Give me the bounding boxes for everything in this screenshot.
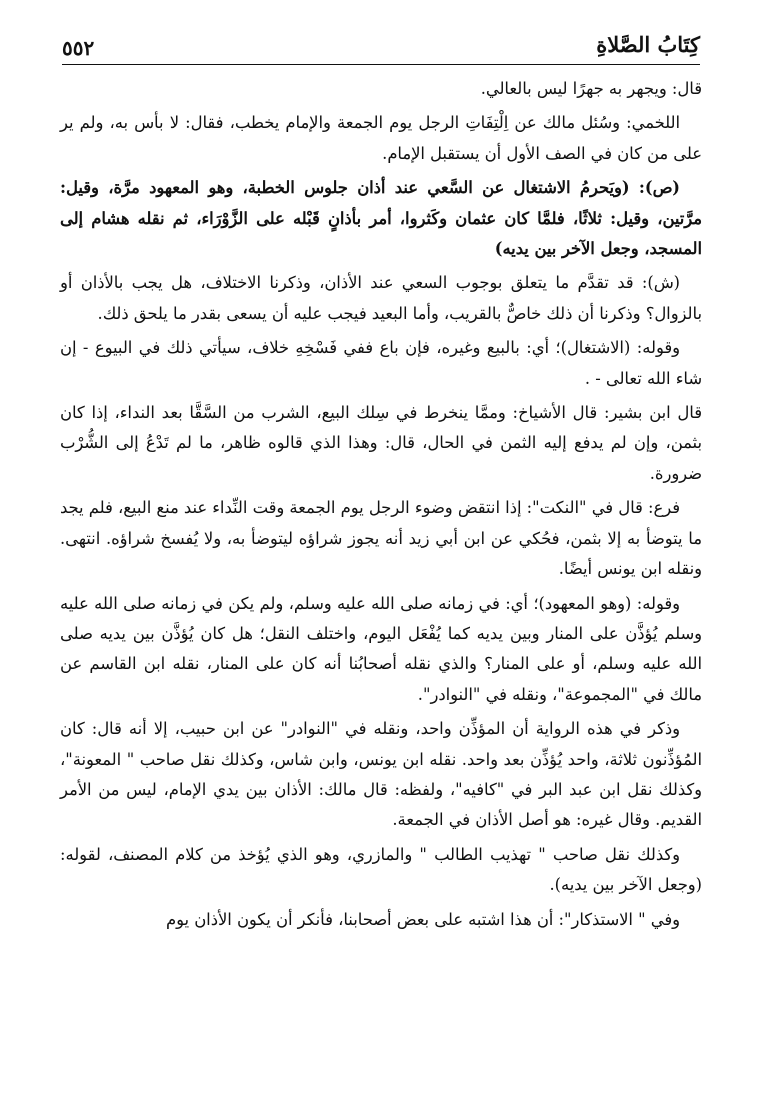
paragraph: وقوله: (الاشتغال)؛ أي: بالبيع وغيره، فإن باع ففي فَسْخِهِ خلاف، سيأتي ذلك في البيوع - إن شاء الله تعالى - . bbox=[60, 338, 702, 388]
paragraph: فرع: قال في "النكت": إذا انتقض وضوء الرجل يوم الجمعة وقت النِّداء عند منع البيع، فلم يجد ما يتوضأ به إلا بثمن، فحُكي عن ابن أبي زيد أنه يجوز شراؤه ليتوضأ به، ولا يُفسخ شراؤه. انتهى. ونقله ابن يونس أيضًا. bbox=[60, 498, 702, 579]
paragraph: قال ابن بشير: قال الأشياخ: وممَّا ينخرط في سِلك البيع، الشرب من السَّقَّا بعد النداء، إذا كان بثمن، وإن لم يدفع إليه الثمن في الحال، قال: وهذا الذي قالوه ظاهر، ما لم تَدْعُ إلى الشُّرْب ضرورة. bbox=[60, 403, 702, 483]
page-body bbox=[60, 74, 702, 939]
paragraph: قال: ويجهر به جهرًا ليس بالعالي. bbox=[480, 79, 702, 98]
paragraph: وذكر في هذه الرواية أن المؤذِّن واحد، ونقله في "النوادر" عن ابن حبيب، إلا أنه قال: كان المُؤذِّنون ثلاثة، واحد يُؤذِّن بعد واحد. نقله ابن يونس، وابن شاس، وكذلك نقل صاحب " المعونة"، وكذلك نقل ابن عبد البر في "كافيه"، ولفظه: قال مالك: الأذان بين يدي الإمام، ليس من الأمر القديم. وقال غيره: هو أصل الأذان في الجمعة. bbox=[60, 719, 702, 830]
paragraph: وقوله: (وهو المعهود)؛ أي: في زمانه صلى الله عليه وسلم، ولم يكن في زمانه صلى الله عليه وسلم يُؤذَّن على المنار وبين يديه كما يُفْعَل اليوم، واختلف النقل؛ هل كان يُؤذَّن بين يديه صلى الله عليه وسلم، أو على المنار؟ والذي نقله أصحابُنا أنه كان على المنار، نقله ابن القاسم عن مالك في "المجموعة"، ونقله في "النوادر". bbox=[60, 593, 702, 704]
paragraph: وكذلك نقل صاحب " تهذيب الطالب " والمازري، وهو الذي يُؤخذ من كلام المصنف، لقوله: (وجعل الآخر بين يديه). bbox=[60, 844, 702, 895]
matn-paragraph: (ص): (ويَحرمُ الاشتغال عن السَّعي عند أذان جلوس الخطبة، وهو المعهود مرَّة، وقيل: مرَّتين، وقيل: ثلاثًا، فلمَّا كان عثمان وكَثروا، أمر بأذانٍ قَبْله على الزَّوْرَاء، ثم نقله هشام إلى المسجد، وجعل الآخر بين يديه) bbox=[60, 178, 702, 259]
paragraph: وفي " الاستذكار": أن هذا اشتبه على بعض أصحابنا، فأنكر أن يكون الأذان يوم bbox=[166, 909, 680, 929]
page-header bbox=[62, 30, 700, 65]
paragraph: اللخمي: وسُئل مالك عن اِلْتِفَاتِ الرجل يوم الجمعة والإمام يخطب، فقال: لا بأس به، ولم ير على من كان في الصف الأول أن يستقبل الإمام. bbox=[60, 113, 702, 163]
paragraph: (ش): قد تقدَّم ما يتعلق بوجوب السعي عند الأذان، وذكرنا الاختلاف، هل يجب بالأذان أو بالزوال؟ وذكرنا أن ذلك خاصٌّ بالقريب، وأما البعيد فيجب عليه أن يسعى بقدر ما يلحق ذلك. bbox=[60, 273, 702, 323]
page-number: ٥٥٢ bbox=[62, 36, 95, 60]
running-title: كِتَابُ الصَّلاةِ bbox=[596, 32, 700, 57]
